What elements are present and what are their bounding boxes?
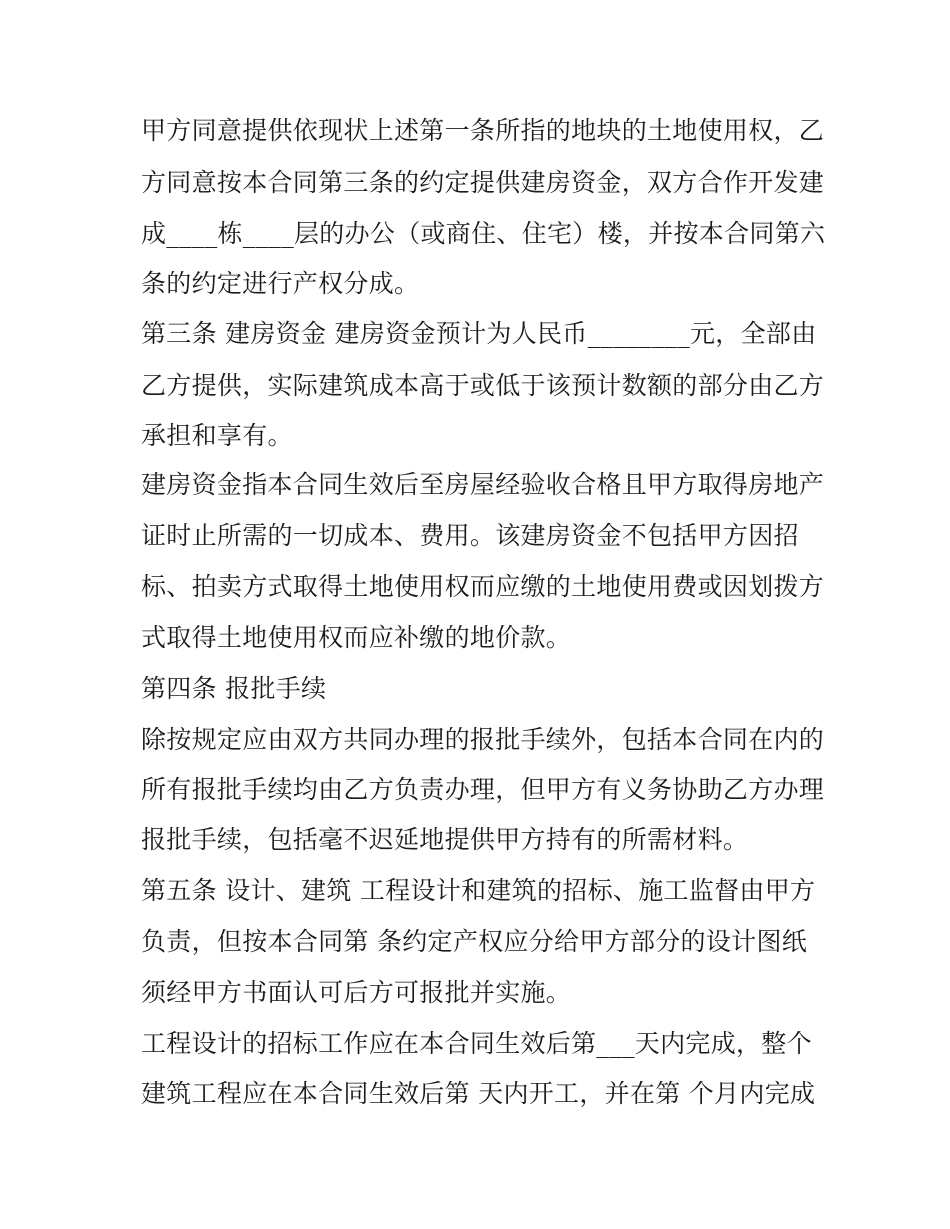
text-line: 条的约定进行产权分成。	[141, 269, 420, 298]
text-line: 乙方提供，实际建筑成本高于或低于该预计数额的部分由乙方	[141, 371, 825, 400]
text-line: 方同意按本合同第三条的约定提供建房资金，双方合作开发建	[141, 168, 825, 197]
text-line: 建房资金指本合同生效后至房屋经验收合格且甲方取得房地产	[141, 470, 825, 499]
text-line: 证时止所需的一切成本、费用。该建房资金不包括甲方因招	[141, 521, 799, 550]
text-line: 第五条 设计、建筑 工程设计和建筑的招标、施工监督由甲方	[141, 876, 816, 905]
text-line: 承担和享有。	[141, 421, 293, 450]
text-line: 工程设计的招标工作应在本合同生效后第___天内完成，整个	[141, 1029, 812, 1058]
text-line: 报批手续，包括毫不迟延地提供甲方持有的所需材料。	[141, 825, 749, 854]
text-line: 甲方同意提供依现状上述第一条所指的地块的土地使用权，乙	[141, 116, 825, 145]
text-line: 建筑工程应在本合同生效后第 天内开工，并在第 个月内完成	[141, 1079, 816, 1108]
text-line: 成____栋____层的办公（或商住、住宅）楼，并按本合同第六	[141, 219, 826, 248]
text-line: 除按规定应由双方共同办理的报批手续外，包括本合同在内的	[141, 725, 825, 754]
section-heading: 第四条 报批手续	[141, 674, 327, 703]
text-line: 须经甲方书面认可后方可报批并实施。	[141, 978, 572, 1007]
text-line: 所有报批手续均由乙方负责办理，但甲方有义务协助乙方办理	[141, 775, 825, 804]
text-line: 负责，但按本合同第 条约定产权应分给甲方部分的设计图纸	[141, 927, 808, 956]
text-line: 式取得土地使用权而应补缴的地价款。	[141, 623, 572, 652]
text-line: 第三条 建房资金 建房资金预计为人民币________元，全部由	[141, 319, 817, 348]
text-line: 标、拍卖方式取得土地使用权而应缴的土地使用费或因划拨方	[141, 572, 825, 601]
